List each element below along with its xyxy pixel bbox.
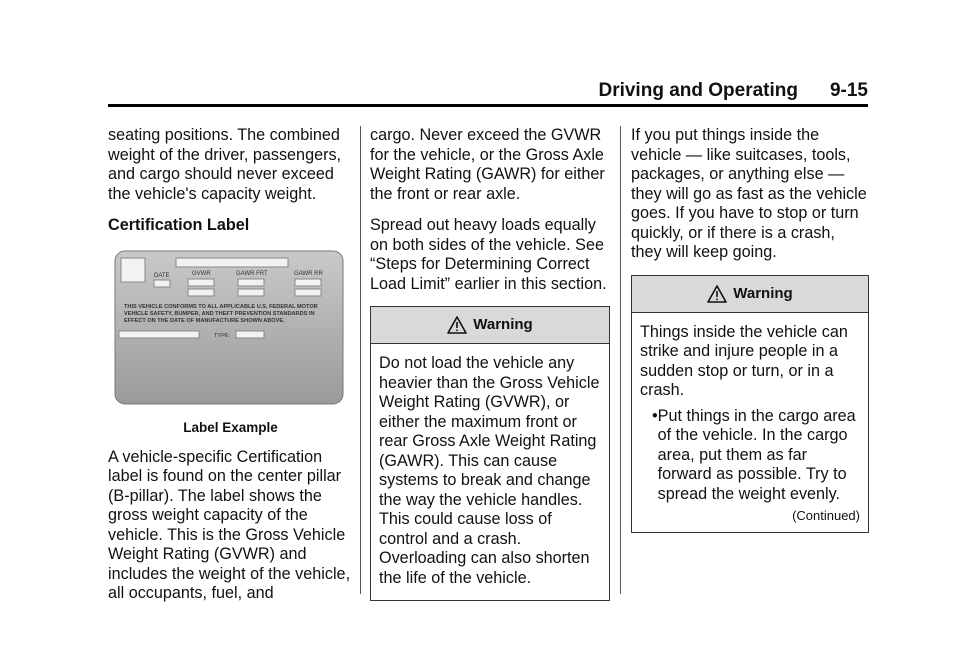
certification-label-heading: Certification Label [108, 216, 250, 234]
certification-label-figure [114, 250, 344, 405]
label-vin-field [119, 331, 199, 338]
bullet-mark: • [652, 406, 658, 425]
column-2 [370, 126, 610, 601]
warning-body [632, 313, 868, 532]
warning-body [371, 344, 609, 600]
warning-text: Things inside the vehicle can strike and injure people in a sudden stop or turn, or in a crash. [640, 322, 848, 399]
warning-title: Warning [473, 316, 533, 334]
figure-caption: Label Example [183, 420, 278, 435]
label-gawr-frt-field [238, 289, 264, 296]
column-divider [360, 126, 361, 594]
page-header [108, 80, 868, 107]
label-gawr-rr-text: GAWR RR [294, 270, 323, 277]
bullet-item [652, 407, 860, 505]
body-paragraph: If you put things inside the vehicle — like suitcases, tools, packages, or anything else — they will go as fast as the vehicle goes. If you have to stop or turn quickly, or if there is a crash, they will keep going. [631, 126, 867, 261]
label-gawr-frt-text: GAWR FRT [236, 270, 268, 277]
label-gvwr-field [188, 289, 214, 296]
label-logo-box [121, 258, 145, 282]
intro-paragraph: seating positions. The combined weight of the driver, passengers, and cargo should never exceed the vehicle's capacity weight. [108, 126, 342, 203]
label-gawr-rr-field [295, 289, 321, 296]
label-gvwr-field [188, 279, 214, 286]
warning-header [371, 307, 609, 344]
section-title: Driving and Operating [598, 80, 798, 101]
continued-note: (Continued) [792, 508, 860, 523]
label-type-field [236, 331, 264, 338]
warning-header [632, 276, 868, 313]
label-type-text: TYPE: [214, 332, 231, 339]
label-conform-line: EFFECT ON THE DATE OF MANUFACTURE SHOWN ABOVE. [124, 317, 285, 324]
label-conform-line: THIS VEHICLE CONFORMS TO ALL APPLICABLE U.S. FEDERAL MOTOR [124, 303, 318, 310]
label-gawr-rr-field [295, 279, 321, 286]
label-date-field [154, 280, 170, 287]
label-gvwr-text: GVWR [192, 270, 211, 277]
column-divider [620, 126, 621, 594]
bullet-text: Put things in the cargo area of the vehicle. In the cargo area, put them as far forward as possible. Try to spread the weight evenly. [657, 406, 856, 503]
label-name-field [176, 258, 288, 267]
column-3 [631, 126, 869, 533]
label-gawr-frt-field [238, 279, 264, 286]
warning-text: Do not load the vehicle any heavier than the Gross Vehicle Weight Rating (GVWR), or either the maximum front or rear Gross Axle Weight Rating (GAWR). This can cause systems to break and change the way the vehicle handles. This could cause loss of control and a crash. Overloading can also shorten the life of the vehicle. [379, 354, 600, 587]
label-conform-line: VEHICLE SAFETY, BUMPER, AND THEFT PREVENTION STANDARDS IN [124, 310, 315, 317]
warning-box [370, 306, 610, 601]
warning-icon [707, 284, 727, 304]
warning-icon [447, 315, 467, 335]
column-1 [108, 126, 353, 616]
page-number: 9-15 [829, 80, 868, 101]
body-paragraph: Spread out heavy loads equally on both sides of the vehicle. See “Steps for Determining Correct Load Limit” earlier in this section. [370, 216, 607, 293]
label-date-text: DATE [154, 272, 170, 279]
warning-box [631, 275, 869, 533]
body-paragraph: A vehicle-specific Certification label is found on the center pillar (B-pillar). The label shows the gross weight capacity of the vehicle. This is the Gross Vehicle Weight Rating (GVWR) and includes the weight of the vehicle, all occupants, fuel, and [108, 447, 351, 602]
warning-title: Warning [733, 284, 793, 302]
body-paragraph: cargo. Never exceed the GVWR for the vehicle, or the Gross Axle Weight Rating (GAWR) for either the front or rear axle. [370, 126, 605, 203]
